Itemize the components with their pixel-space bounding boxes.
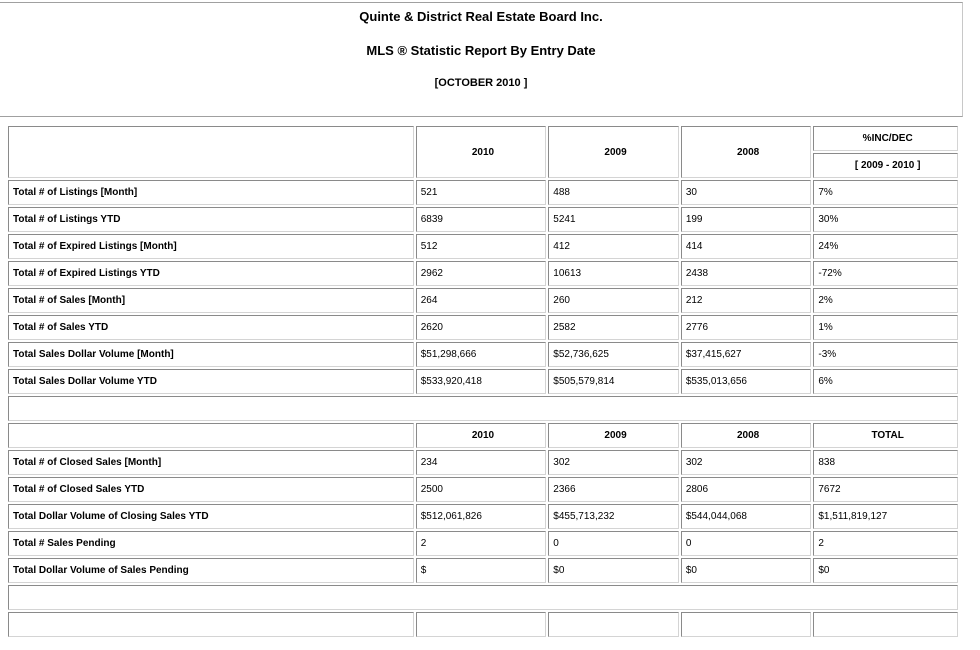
cut-off-row	[8, 612, 958, 637]
value-2008: $535,013,656	[681, 369, 812, 394]
value-2010: 264	[416, 288, 547, 313]
cut-off-cell	[8, 612, 414, 637]
table-row	[8, 261, 958, 286]
board-name: Quinte & District Real Estate Board Inc.	[359, 9, 603, 24]
table-row	[8, 504, 958, 529]
table-row	[8, 180, 958, 205]
value-2009: 2366	[548, 477, 679, 502]
value-2010: $51,298,666	[416, 342, 547, 367]
total-value: 2	[813, 531, 958, 556]
value-2009: 5241	[548, 207, 679, 232]
value-2008: 212	[681, 288, 812, 313]
value-2008: 414	[681, 234, 812, 259]
value-2008: 2438	[681, 261, 812, 286]
cut-off-cell	[548, 612, 679, 637]
value-2009: 2582	[548, 315, 679, 340]
row-label: Total # of Expired Listings [Month]	[8, 234, 414, 259]
value-2009: 10613	[548, 261, 679, 286]
report-header	[0, 2, 963, 117]
value-2008: $0	[681, 558, 812, 583]
value-2009: 260	[548, 288, 679, 313]
value-2009: $505,579,814	[548, 369, 679, 394]
table-row	[8, 477, 958, 502]
total-value: $1,511,819,127	[813, 504, 958, 529]
pct-change-range: [ 2009 - 2010 ]	[813, 153, 958, 178]
spacer-cell	[8, 585, 958, 610]
row-label: Total Sales Dollar Volume YTD	[8, 369, 414, 394]
cut-off-cell	[813, 612, 958, 637]
cut-off-cell	[681, 612, 812, 637]
row-label: Total # Sales Pending	[8, 531, 414, 556]
spacer-row	[8, 585, 958, 610]
table-row	[8, 531, 958, 556]
total-value: 838	[813, 450, 958, 475]
spacer-row	[8, 396, 958, 421]
row-label: Total # of Listings YTD	[8, 207, 414, 232]
value-2009: 488	[548, 180, 679, 205]
year-header-2009: 2009	[548, 126, 679, 178]
table-row	[8, 234, 958, 259]
pct-change-value: 6%	[813, 369, 958, 394]
value-2010: $	[416, 558, 547, 583]
pct-change-value: 2%	[813, 288, 958, 313]
table-row	[8, 207, 958, 232]
year-header-2009: 2009	[548, 423, 679, 448]
total-value: 7672	[813, 477, 958, 502]
table-row	[8, 342, 958, 367]
year-header-2008: 2008	[681, 126, 812, 178]
listings-header-row-top	[8, 126, 958, 151]
row-label: Total # of Expired Listings YTD	[8, 261, 414, 286]
value-2009: $455,713,232	[548, 504, 679, 529]
pct-change-header: %INC/DEC	[813, 126, 958, 151]
pct-change-value: 24%	[813, 234, 958, 259]
value-2010: 2500	[416, 477, 547, 502]
pct-change-value: -72%	[813, 261, 958, 286]
row-label: Total Dollar Volume of Closing Sales YTD	[8, 504, 414, 529]
table-row	[8, 288, 958, 313]
spacer-cell	[8, 396, 958, 421]
total-value: $0	[813, 558, 958, 583]
row-label: Total # of Closed Sales YTD	[8, 477, 414, 502]
value-2010: 2962	[416, 261, 547, 286]
value-2008: 2776	[681, 315, 812, 340]
header-corner-cell	[8, 423, 414, 448]
pct-change-value: 7%	[813, 180, 958, 205]
pct-change-value: 30%	[813, 207, 958, 232]
value-2009: 0	[548, 531, 679, 556]
statistics-table-body	[8, 126, 958, 637]
value-2010: 521	[416, 180, 547, 205]
value-2009: 302	[548, 450, 679, 475]
value-2009: 412	[548, 234, 679, 259]
value-2010: $512,061,826	[416, 504, 547, 529]
table-row	[8, 450, 958, 475]
report-title: MLS ® Statistic Report By Entry Date	[366, 43, 596, 58]
year-header-2010: 2010	[416, 126, 547, 178]
value-2010: 234	[416, 450, 547, 475]
year-header-2010: 2010	[416, 423, 547, 448]
value-2008: 2806	[681, 477, 812, 502]
value-2010: 6839	[416, 207, 547, 232]
statistics-table	[6, 124, 960, 639]
pct-change-value: -3%	[813, 342, 958, 367]
value-2008: $544,044,068	[681, 504, 812, 529]
value-2010: $533,920,418	[416, 369, 547, 394]
value-2010: 2620	[416, 315, 547, 340]
total-header: TOTAL	[813, 423, 958, 448]
header-corner-cell	[8, 126, 414, 178]
cut-off-cell	[416, 612, 547, 637]
report-period: [OCTOBER 2010 ]	[434, 77, 528, 89]
value-2010: 512	[416, 234, 547, 259]
value-2010: 2	[416, 531, 547, 556]
table-row	[8, 558, 958, 583]
pct-change-value: 1%	[813, 315, 958, 340]
value-2008: 30	[681, 180, 812, 205]
row-label: Total # of Closed Sales [Month]	[8, 450, 414, 475]
row-label: Total # of Sales YTD	[8, 315, 414, 340]
value-2008: 0	[681, 531, 812, 556]
row-label: Total # of Listings [Month]	[8, 180, 414, 205]
sales-header-row	[8, 423, 958, 448]
table-row	[8, 369, 958, 394]
value-2008: 302	[681, 450, 812, 475]
table-row	[8, 315, 958, 340]
value-2009: $0	[548, 558, 679, 583]
row-label: Total Dollar Volume of Sales Pending	[8, 558, 414, 583]
value-2008: $37,415,627	[681, 342, 812, 367]
row-label: Total Sales Dollar Volume [Month]	[8, 342, 414, 367]
value-2009: $52,736,625	[548, 342, 679, 367]
year-header-2008: 2008	[681, 423, 812, 448]
row-label: Total # of Sales [Month]	[8, 288, 414, 313]
value-2008: 199	[681, 207, 812, 232]
